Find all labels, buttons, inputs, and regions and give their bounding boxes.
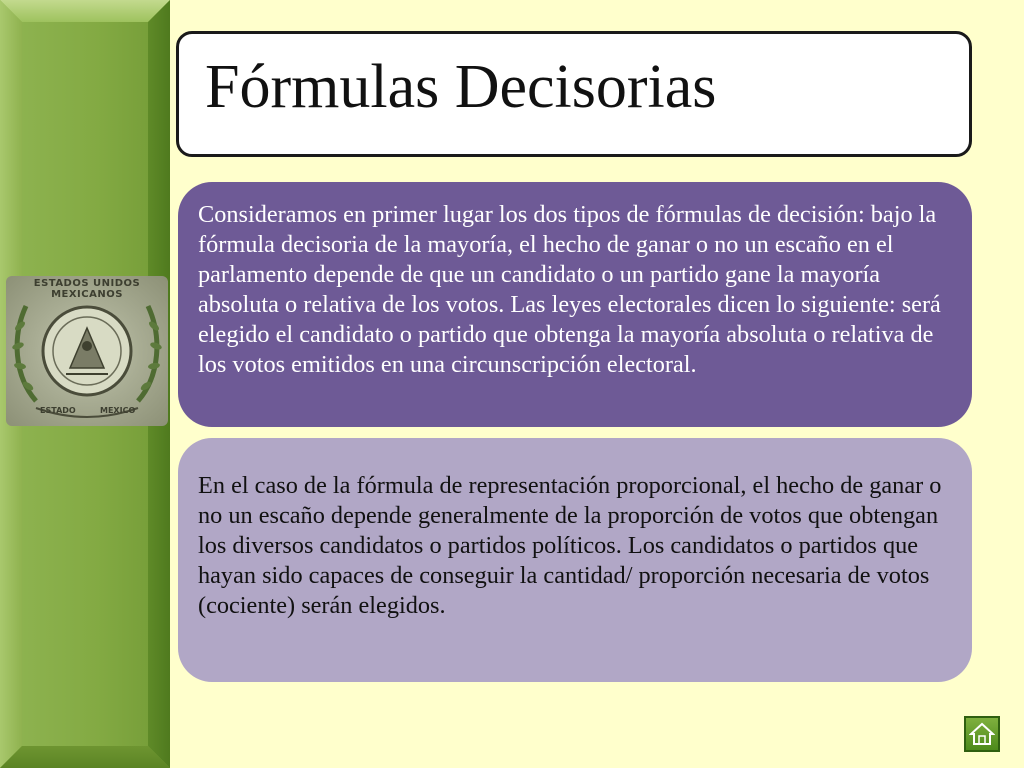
home-button[interactable] <box>964 716 1000 752</box>
panel-text: En el caso de la fórmula de representación proporcional, el hecho de ganar o no un escaño depende generalmente de la proporción de votos que obtengan los diversos candidatos o partidos políticos. Los candidatos o partidos que hayan sido capaces de conseguir la cantidad/ proporción necesaria de votos (cociente) serán elegidos. <box>198 472 942 619</box>
content-panel-majority <box>178 182 972 427</box>
page-title: Fórmulas Decisorias <box>205 53 717 121</box>
home-icon <box>969 721 995 747</box>
seal-top-text: ESTADOS UNIDOS MEXICANOS <box>33 278 141 300</box>
seal-bottom-right-text: MEXICO <box>100 406 136 415</box>
content-panel-proportional <box>178 438 972 682</box>
university-seal <box>6 276 168 426</box>
panel-text: Consideramos en primer lugar los dos tipos de fórmulas de decisión: bajo la fórmula decisoria de la mayoría, el hecho de ganar o no un escaño en el parlamento depende de que un candidato o un partido gane la mayoría absoluta o relativa de los votos. Las leyes electorales dicen lo siguiente: será elegido el candidato o partido que obtenga la mayoría absoluta o relativa de los votos emitidos en una circunscripción electoral. <box>198 201 941 378</box>
seal-bottom-left-text: ESTADO <box>40 406 76 415</box>
sidebar-bevel-bottom <box>0 746 170 768</box>
title-box <box>176 31 972 157</box>
sidebar-bevel-top <box>0 0 170 22</box>
